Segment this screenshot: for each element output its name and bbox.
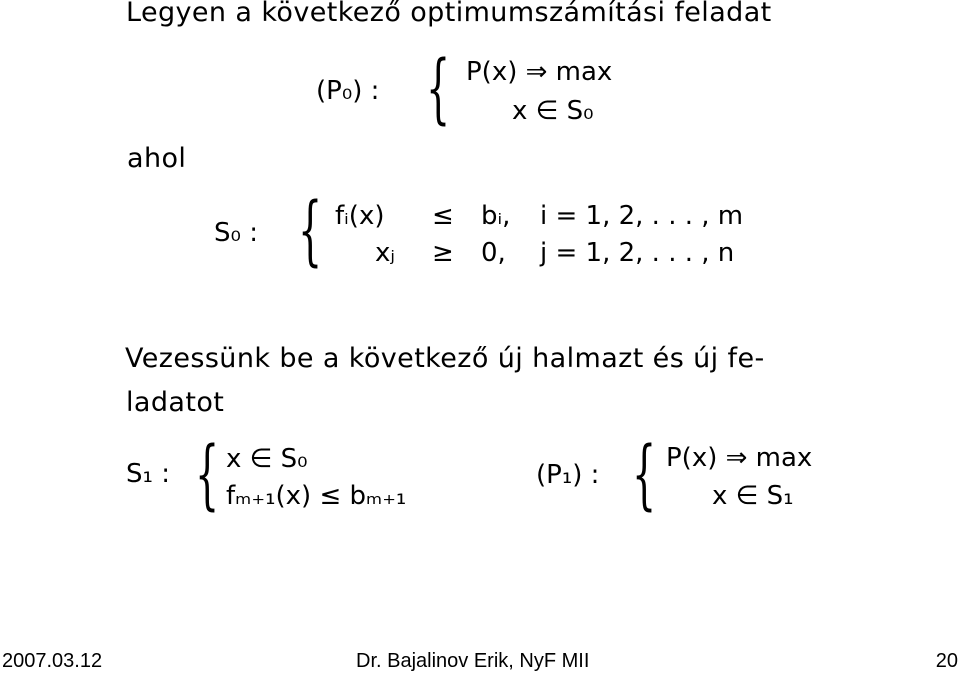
p0-objective: P(x) ⇒ max bbox=[466, 57, 613, 87]
second-text-line1: Vezessünk be a következő új halmazt és új fe- bbox=[125, 343, 765, 374]
p1-label: (P₁) : bbox=[536, 460, 600, 490]
p0-label: (P₀) : bbox=[316, 76, 380, 106]
s0-row1-rel: ≤ bbox=[432, 201, 454, 231]
footer-page-number: 20 bbox=[935, 650, 958, 672]
s1-row1: x ∈ S₀ bbox=[226, 444, 308, 474]
intro-text: Legyen a következő optimumszámítási feladat bbox=[126, 0, 772, 28]
s0-label: S₀ : bbox=[214, 218, 258, 248]
s1-row2: fₘ₊₁(x) ≤ bₘ₊₁ bbox=[226, 481, 407, 511]
s0-row1-lhs: fᵢ(x) bbox=[335, 201, 385, 231]
s1-brace: { bbox=[195, 430, 220, 518]
p0-brace: { bbox=[426, 44, 451, 132]
footer-date: 2007.03.12 bbox=[2, 650, 103, 672]
s0-row2-rel: ≥ bbox=[432, 238, 454, 268]
s0-row2-lhs: xⱼ bbox=[375, 238, 395, 268]
s0-row2-range: j = 1, 2, . . . , n bbox=[540, 238, 735, 268]
footer-author: Dr. Bajalinov Erik, NyF MII bbox=[356, 650, 590, 672]
ahol-text: ahol bbox=[127, 143, 187, 174]
s0-row1-range: i = 1, 2, . . . , m bbox=[540, 201, 744, 231]
p0-constraint: x ∈ S₀ bbox=[512, 96, 594, 126]
p1-constraint: x ∈ S₁ bbox=[712, 481, 794, 511]
s0-brace: { bbox=[298, 186, 323, 274]
s0-row2-rhs: 0, bbox=[481, 238, 506, 268]
p1-brace: { bbox=[632, 430, 657, 518]
p1-objective: P(x) ⇒ max bbox=[666, 443, 813, 473]
second-text-line2: ladatot bbox=[126, 387, 225, 418]
s1-label: S₁ : bbox=[126, 459, 170, 489]
s0-row1-rhs: bᵢ, bbox=[481, 201, 511, 231]
